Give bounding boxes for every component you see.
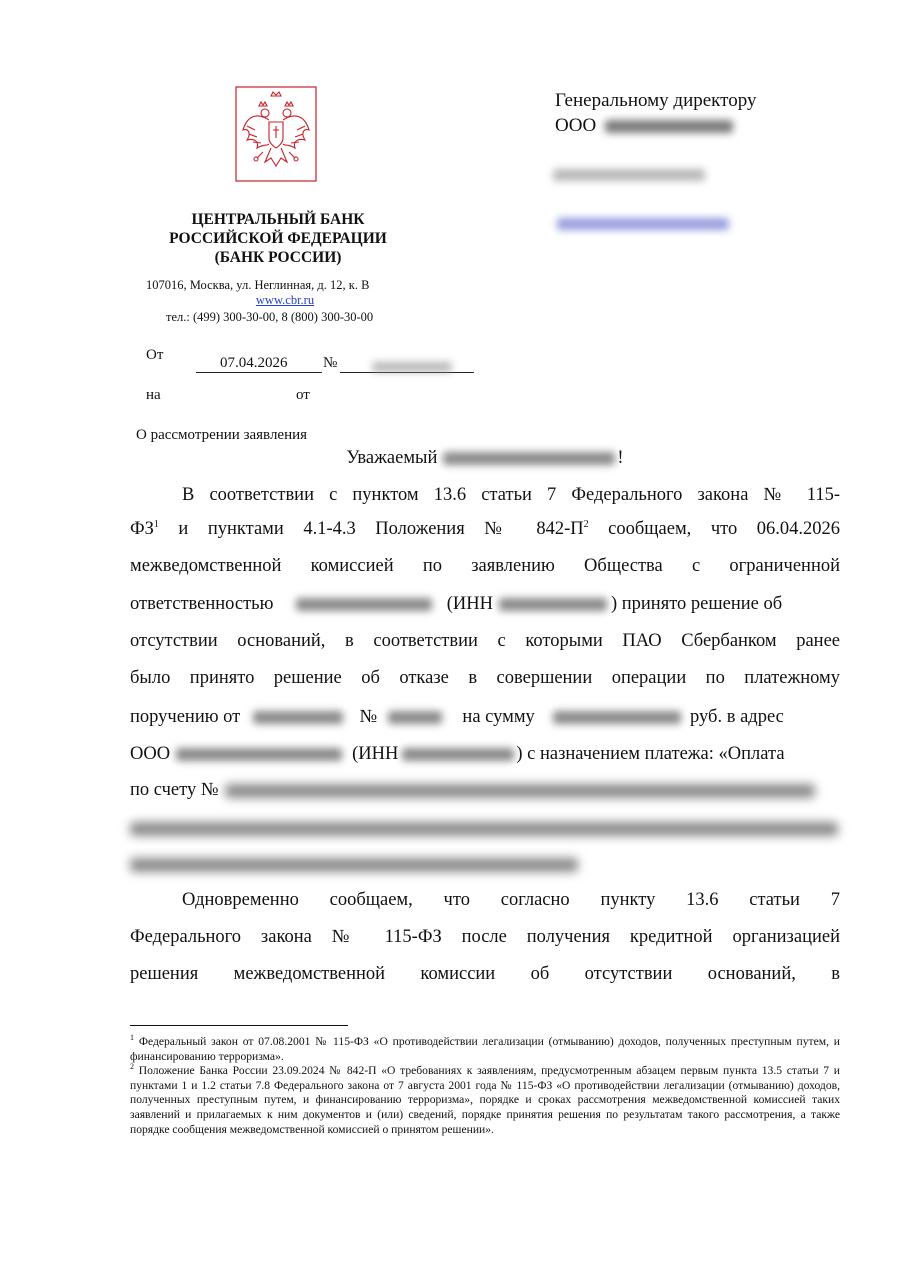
payment-purpose-redacted-2: [130, 822, 838, 836]
number-label: №: [323, 355, 338, 371]
footnote-separator: [130, 1025, 348, 1026]
inn-redacted-1: [499, 598, 607, 611]
bank-phones: тел.: (499) 300-30-00, 8 (800) 300-30-00: [166, 310, 374, 324]
bank-name-line3: (БАНК РОССИИ): [214, 249, 342, 266]
bank-name: [130, 210, 426, 267]
greeting-prefix: Уважаемый: [346, 448, 438, 468]
date-underline: [196, 372, 322, 373]
order-date-redacted: [253, 711, 343, 724]
double-headed-eagle-icon: [235, 86, 317, 182]
amount-redacted: [553, 711, 681, 724]
body-line-2: $ФЗ^1$ и пунктами 4.1-4.3 Положения № $842-П^2$ сообщаем, что 06.04.2026: [130, 518, 840, 539]
ot-label: от: [296, 387, 310, 403]
footnote-1: $^1$ Федеральный закон от 07.08.2001 № 115-ФЗ «О противодействии легализации (отмыванию) доходов, полученных преступным путем, и финансированию терроризма».: [130, 1033, 840, 1063]
inn-redacted-2: [402, 748, 514, 761]
body-line-6: было принято решение об отказе в совершении операции по платежному: [130, 668, 840, 688]
body-p2-line-3: решения межведомственной комиссии об отсутствии оснований, в: [130, 964, 840, 984]
body-line-10: [130, 812, 840, 844]
body-p2-line-1: Одновременно сообщаем, что согласно пункту 13.6 статьи 7: [182, 890, 840, 910]
body-line-9: по счету №: [130, 774, 840, 806]
letter-date: 07.04.2026: [220, 355, 288, 371]
greeting: [130, 444, 840, 472]
recipient-name-redacted: [176, 748, 342, 761]
body-line-1: В соответствии с пунктом 13.6 статьи 7 Федерального закона № 115-: [182, 485, 840, 505]
payment-purpose-redacted-1: [225, 784, 815, 798]
body-line-4: ответственностью (ИНН ) принято решение об: [130, 594, 783, 614]
addressee-address-redacted: [553, 166, 705, 184]
order-number-redacted: [388, 711, 442, 724]
from-label: От: [146, 347, 164, 363]
addressee-email-redacted: [557, 215, 729, 233]
addressee-company-prefix: ООО: [555, 115, 597, 136]
footnote-ref-2: 2: [583, 518, 589, 530]
body-line-8: ООО (ИНН ) с назначением платежа: «Оплата: [130, 744, 785, 764]
footnotes: [130, 1035, 840, 1137]
addressee-line1: Генеральному директору: [555, 90, 757, 111]
body-line-5: отсутствии оснований, в соответствии с которыми ПАО Сбербанком ранее: [130, 631, 840, 651]
greeting-suffix: !: [617, 448, 624, 468]
letter-number-redacted: [372, 358, 452, 376]
body-line-11: [130, 848, 840, 880]
bank-name-line2: РОССИЙСКОЙ ФЕДЕРАЦИИ: [169, 230, 387, 247]
greeting-name-redacted: [443, 452, 615, 465]
company-name-redacted: [296, 598, 432, 611]
bank-website-link[interactable]: www.cbr.ru: [255, 293, 315, 307]
letter-subject: О рассмотрении заявления: [136, 427, 308, 443]
addressee-company-redacted: [605, 120, 733, 133]
footnote-ref-1: 1: [153, 518, 159, 530]
bank-website-wrap: [130, 292, 440, 308]
payment-purpose-redacted-3: [130, 858, 578, 872]
addressee-line2: [555, 114, 733, 138]
bank-address: 107016, Москва, ул. Неглинная, д. 12, к. В: [146, 278, 370, 292]
body-line-7: поручению от № на сумму руб. в адрес: [130, 707, 784, 727]
body-line-3: межведомственной комиссией по заявлению Общества с ограниченной: [130, 556, 840, 576]
footnote-2: $^2$ Положение Банка России 23.09.2024 № 842-П «О требованиях к заявлениям, предусмотренным абзацем первым пункта 13.5 статьи 7 и пунктами 1 и 1.2 статьи 7.8 Федерального закона от 7 августа 2001 года № 115-ФЗ «О противодействии легализации (отмыванию) доходов, полученных преступным путем, и финансированию терроризма», порядке и сроках рассмотрения межведомственной комиссией таких заявлений и прилагаемых к ним документов и (или) сведений, порядке принятия решения по результатам такого рассмотрения, а также порядке сообщения межведомственной комиссией о принятом решении».: [130, 1062, 840, 1136]
on-label: на: [146, 387, 161, 403]
bank-emblem: [235, 86, 317, 182]
body-p2-line-2: Федерального закона № 115-ФЗ после получения кредитной организацией: [130, 927, 840, 947]
bank-name-line1: ЦЕНТРАЛЬНЫЙ БАНК: [191, 211, 365, 228]
